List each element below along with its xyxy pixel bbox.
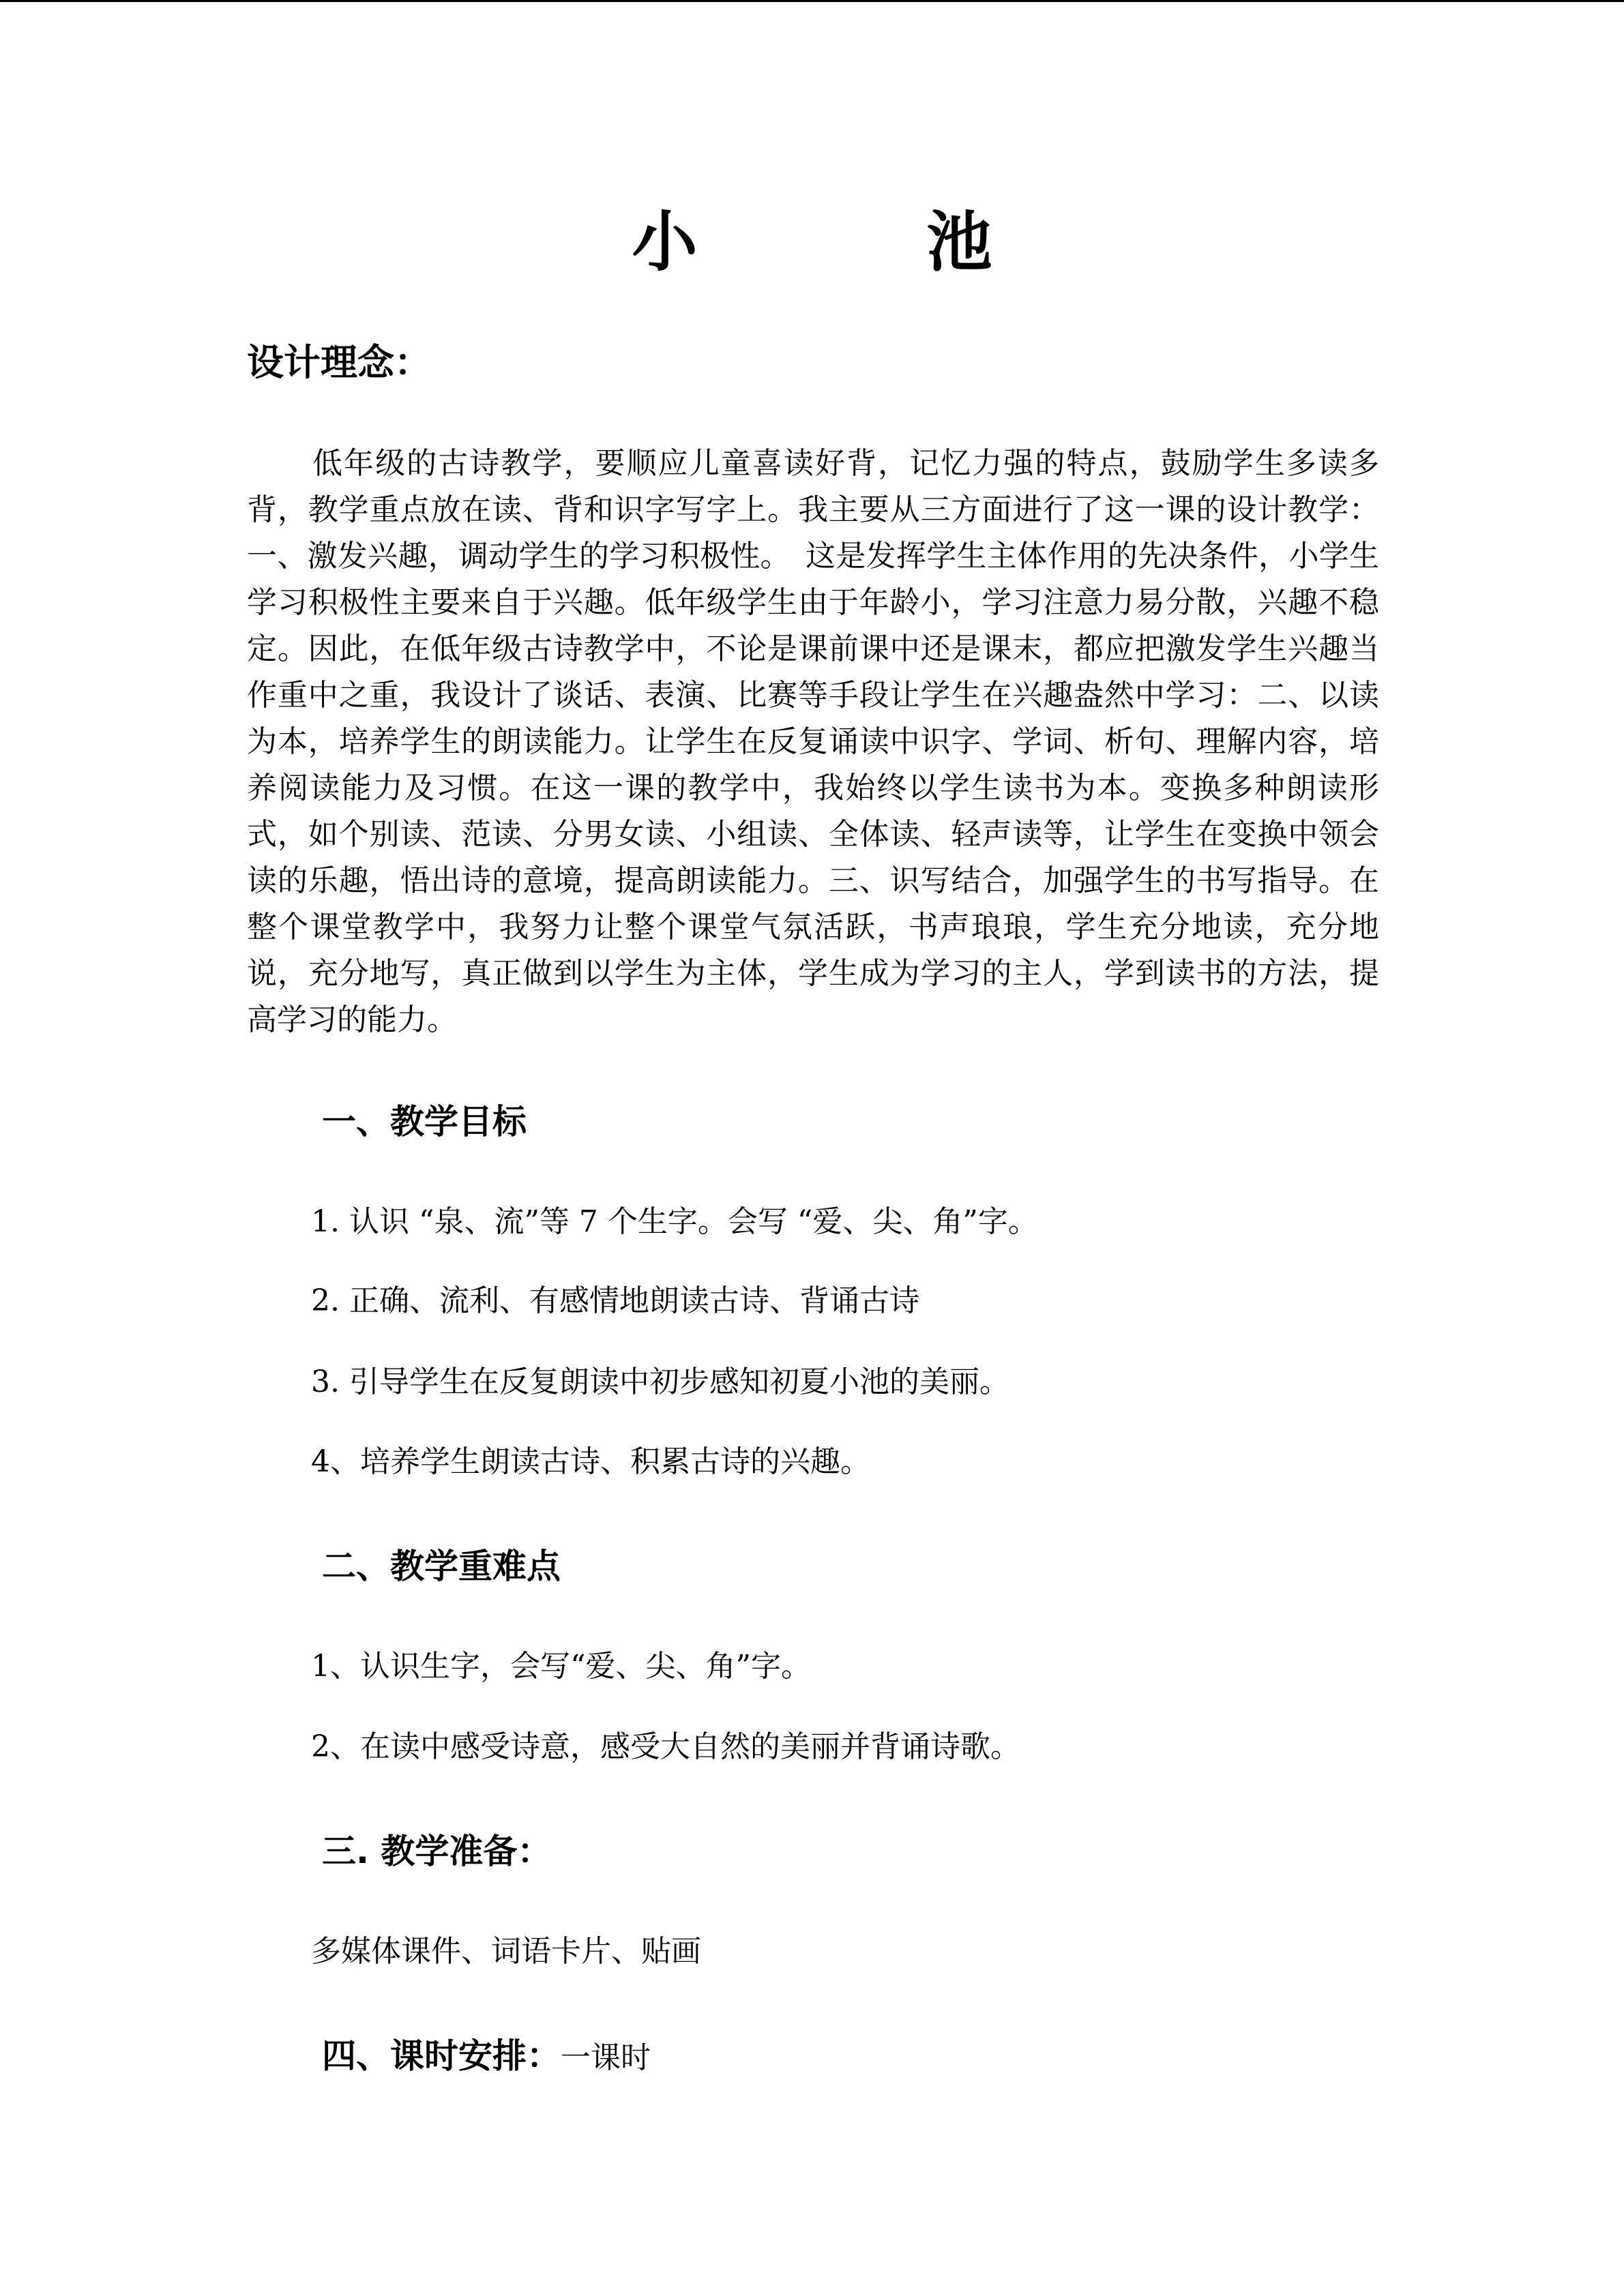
goal-item-1: 1. 认识 “泉、流”等 7 个生字。会写 “爱、尖、角”字。 (311, 1204, 1038, 1239)
key-point-item-2: 2、在读中感受诗意，感受大自然的美丽并背诵诗歌。 (311, 1729, 1020, 1764)
teaching-goals-heading: 一、教学目标 (322, 1102, 527, 1142)
goal-item-2: 2. 正确、流利、有感情地朗读古诗、背诵古诗 (311, 1283, 919, 1318)
key-points-heading: 二、教学重难点 (322, 1547, 561, 1586)
design-concept-heading: 设计理念： (247, 341, 431, 384)
schedule-value: 一课时 (561, 2040, 651, 2075)
schedule-heading (322, 2032, 651, 2082)
preparation-item-1: 多媒体课件、词语卡片、贴画 (311, 1934, 701, 1969)
key-point-item-1: 1、认识生字，会写“爱、尖、角”字。 (311, 1649, 811, 1684)
goal-item-3: 3. 引导学生在反复朗读中初步感知初夏小池的美丽。 (311, 1365, 1009, 1399)
design-concept-body: 低年级的古诗教学，要顺应儿童喜读好背，记忆力强的特点，鼓励学生多读多背，教学重点放在读、背和识字写字上。我主要从三方面进行了这一课的设计教学：一、激发兴趣，调动学生的学习积极性。 这是发挥学生主体作用的先决条件，小学生学习积极性主要来自于兴趣。低年级学生由于年龄小，学习注意力易分散，兴趣不稳定。因此，在低年级古诗教学中，不论是课前课中还是课末，都应把激发学生兴趣当作重中之重，我设计了谈话、表演、比赛等手段让学生在兴趣盎然中学习：二、以读为本，培养学生的朗读能力。让学生在反复诵读中识字、学词、析句、理解内容，培养阅读能力及习惯。在这一课的教学中，我始终以学生读书为本。变换多种朗读形式，如个别读、范读、分男女读、小组读、全体读、轻声读等，让学生在变换中领会读的乐趣，悟出诗的意境，提高朗读能力。三、识写结合，加强学生的书写指导。在整个课堂教学中，我努力让整个课堂气氛活跃，书声琅琅，学生充分地读，充分地说，充分地写，真正做到以学生为主体，学生成为学习的主人，学到读书的方法，提高学习的能力。 (247, 446, 1379, 1037)
preparation-heading: 三. 教学准备： (322, 1832, 552, 1871)
schedule-heading-label: 四、课时安排： (322, 2036, 561, 2076)
document-title: 小 池 (632, 203, 1074, 280)
goal-item-4: 4、培养学生朗读古诗、积累古诗的兴趣。 (311, 1444, 870, 1479)
